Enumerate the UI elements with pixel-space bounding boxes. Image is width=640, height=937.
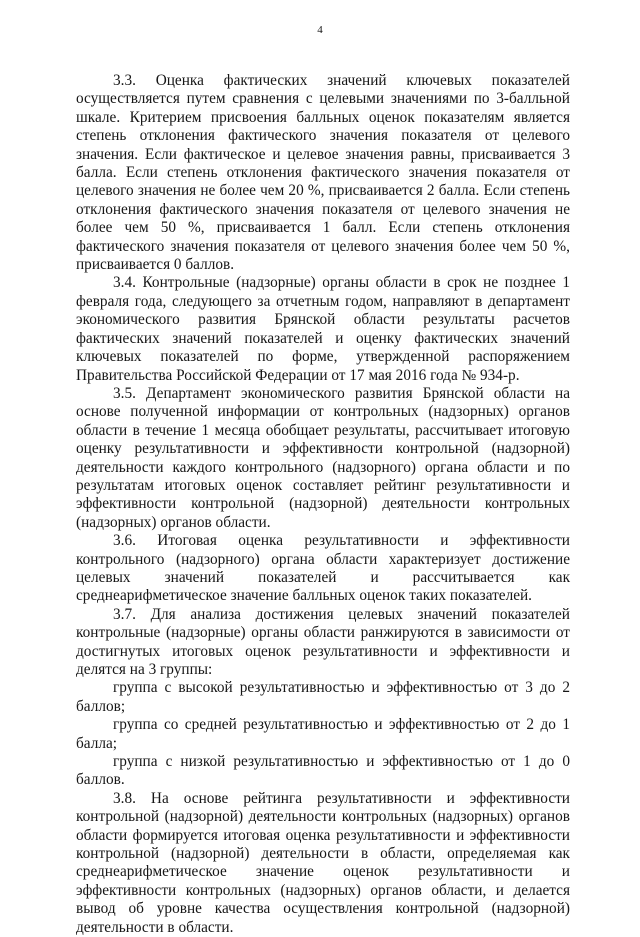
- paragraph-3-4: 3.4. Контрольные (надзорные) органы области в срок не позднее 1 февраля года, следующего за отчетным годом, направляют в департамент экономического развития Брянской области результаты расчетов фактических значений показателей и оценку фактических значений ключевых показателей по форме, утвержденной распоряжением Правительства Российской Федерации от 17 мая 2016 года № 934-р.: [76, 274, 570, 384]
- page-number: 4: [317, 24, 323, 36]
- paragraph-3-6: 3.6. Итоговая оценка результативности и эффективности контрольного (надзорного) органа области характеризует достижение целевых значений показателей и рассчитывается как среднеарифметическое значение балльных оценок таких показателей.: [76, 532, 570, 605]
- document-body: [76, 72, 570, 937]
- group-low-item: группа с низкой результативностью и эффективностью от 1 до 0 баллов.: [76, 753, 570, 789]
- paragraph-3-5: 3.5. Департамент экономического развития Брянской области на основе полученной информации от контрольных (надзорных) органов области в течение 1 месяца обобщает результаты, рассчитывает итоговую оценку результативности и эффективности контрольной (надзорной) деятельности каждого контрольного (надзорного) органа области и по результатам итоговых оценок составляет рейтинг результативности и эффективности контрольной (надзорной) деятельности контрольных (надзорных) органов области.: [76, 384, 570, 531]
- paragraph-3-3: 3.3. Оценка фактических значений ключевых показателей осуществляется путем сравнения с целевыми значениями по 3-балльной шкале. Критерием присвоения балльных оценок показателям является степень отклонения фактического значения показателя от целевого значения. Если фактическое и целевое значения равны, присваивается 3 балла. Если степень отклонения фактического значения показателя от целевого значения не более чем 20 %, присваивается 2 балла. Если степень отклонения фактического значения показателя от целевого значения не более чем 50 %, присваивается 1 балл. Если степень отклонения фактического значения показателя от целевого значения более чем 50 %, присваивается 0 баллов.: [76, 72, 570, 274]
- group-medium-item: группа со средней результативностью и эффективностью от 2 до 1 балла;: [76, 716, 570, 752]
- paragraph-3-8: 3.8. На основе рейтинга результативности и эффективности контрольной (надзорной) деятельности контрольных (надзорных) органов области формируется итоговая оценка результативности и эффективности контрольной (надзорной) деятельности в области, определяемая как среднеарифметическое значение оценок результативности и эффективности контрольных (надзорных) органов области, и делается вывод об уровне качества осуществления контрольной (надзорной) деятельности в области.: [76, 789, 570, 936]
- paragraph-3-7: 3.7. Для анализа достижения целевых значений показателей контрольные (надзорные) органы области ранжируются в зависимости от достигнутых итоговых оценок результативности и эффективности и делятся на 3 группы:: [76, 605, 570, 678]
- group-high-item: группа с высокой результативностью и эффективностью от 3 до 2 баллов;: [76, 679, 570, 715]
